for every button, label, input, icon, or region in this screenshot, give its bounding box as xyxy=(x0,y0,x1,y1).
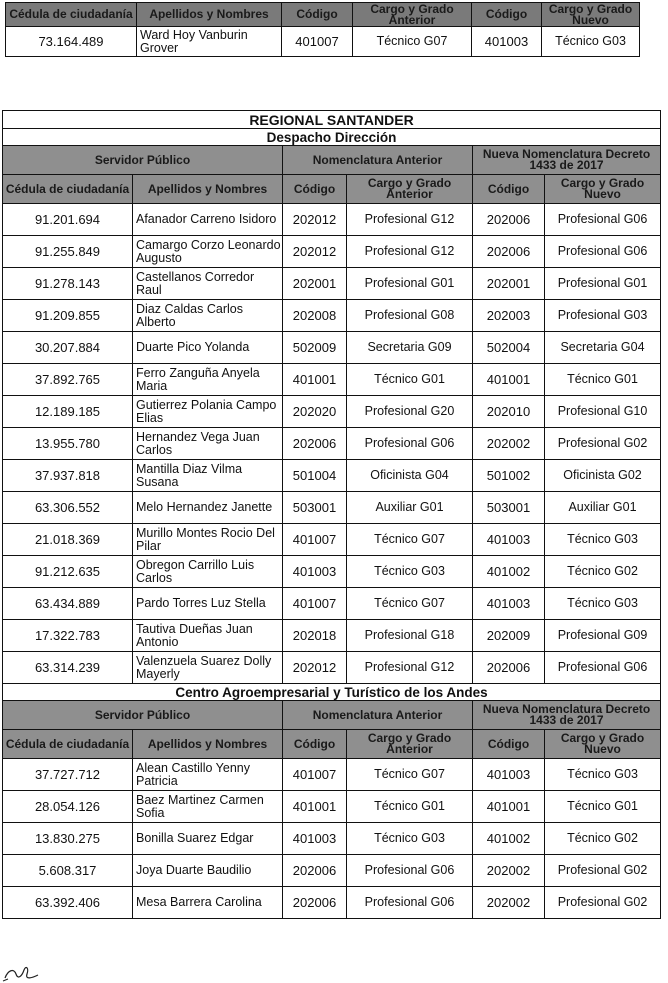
group-header-anterior: Nomenclatura Anterior xyxy=(283,701,473,730)
cedula-cell: 37.727.712 xyxy=(3,759,133,791)
cargo-anterior-cell: Profesional G20 xyxy=(347,396,473,428)
codigo-nuevo-cell: 202006 xyxy=(473,204,545,236)
cargo-anterior-cell: Técnico G07 xyxy=(347,588,473,620)
group-header-nueva: Nueva Nomenclatura Decreto 1433 de 2017 xyxy=(473,146,661,175)
nombre-cell: Pardo Torres Luz Stella xyxy=(133,588,283,620)
codigo-anterior-cell: 502009 xyxy=(283,332,347,364)
cargo-nuevo-cell: Profesional G02 xyxy=(545,428,661,460)
cedula-cell: 12.189.185 xyxy=(3,396,133,428)
group-header-nueva: Nueva Nomenclatura Decreto 1433 de 2017 xyxy=(473,701,661,730)
cargo-anterior-cell: Profesional G12 xyxy=(347,652,473,684)
header-cedula: Cédula de ciudadanía xyxy=(3,730,133,759)
cargo-anterior-cell: Profesional G12 xyxy=(347,204,473,236)
cedula-cell: 91.209.855 xyxy=(3,300,133,332)
codigo-nuevo-cell: 401001 xyxy=(473,364,545,396)
codigo-nuevo-cell: 202003 xyxy=(473,300,545,332)
cedula-cell: 91.201.694 xyxy=(3,204,133,236)
table-row xyxy=(3,620,661,652)
codigo-nuevo-cell: 501002 xyxy=(473,460,545,492)
codigo-nuevo-cell: 401003 xyxy=(472,27,542,57)
cargo-nuevo-cell: Técnico G01 xyxy=(545,791,661,823)
cargo-nuevo-cell: Profesional G06 xyxy=(545,204,661,236)
codigo-nuevo-cell: 202009 xyxy=(473,620,545,652)
table-row xyxy=(3,492,661,524)
section-header-row xyxy=(3,684,661,701)
codigo-anterior-cell: 401003 xyxy=(283,556,347,588)
cedula-cell: 63.306.552 xyxy=(3,492,133,524)
table-row xyxy=(3,300,661,332)
header-codigo: Código xyxy=(283,730,347,759)
codigo-nuevo-cell: 202002 xyxy=(473,855,545,887)
codigo-anterior-cell: 202018 xyxy=(283,620,347,652)
header-cargo-nuevo: Cargo y Grado Nuevo xyxy=(542,3,640,27)
nombre-cell: Gutierrez Polania Campo Elias xyxy=(133,396,283,428)
nombre-cell: Diaz Caldas Carlos Alberto xyxy=(133,300,283,332)
group-header-servidor: Servidor Público xyxy=(3,701,283,730)
codigo-nuevo-cell: 202010 xyxy=(473,396,545,428)
codigo-nuevo-cell: 401002 xyxy=(473,556,545,588)
codigo-anterior-cell: 202006 xyxy=(283,428,347,460)
codigo-anterior-cell: 202012 xyxy=(283,236,347,268)
cargo-anterior-cell: Secretaria G09 xyxy=(347,332,473,364)
cargo-anterior-cell: Profesional G01 xyxy=(347,268,473,300)
cargo-anterior-cell: Profesional G06 xyxy=(347,428,473,460)
codigo-anterior-cell: 202020 xyxy=(283,396,347,428)
top-table xyxy=(5,2,640,57)
cargo-nuevo-cell: Profesional G09 xyxy=(545,620,661,652)
codigo-anterior-cell: 401001 xyxy=(283,364,347,396)
codigo-nuevo-cell: 202006 xyxy=(473,652,545,684)
codigo-nuevo-cell: 202001 xyxy=(473,268,545,300)
codigo-nuevo-cell: 202002 xyxy=(473,428,545,460)
codigo-nuevo-cell: 202002 xyxy=(473,887,545,919)
table-row xyxy=(3,236,661,268)
cargo-nuevo-cell: Profesional G02 xyxy=(545,855,661,887)
header-codigo: Código xyxy=(473,175,545,204)
cargo-nuevo-cell: Oficinista G02 xyxy=(545,460,661,492)
codigo-anterior-cell: 202012 xyxy=(283,204,347,236)
cargo-nuevo-cell: Técnico G01 xyxy=(545,364,661,396)
regional-title: REGIONAL SANTANDER xyxy=(3,111,661,129)
codigo-anterior-cell: 401001 xyxy=(283,791,347,823)
cedula-cell: 13.955.780 xyxy=(3,428,133,460)
table-row xyxy=(3,791,661,823)
column-header-row xyxy=(3,175,661,204)
codigo-nuevo-cell: 401002 xyxy=(473,823,545,855)
table-row xyxy=(3,332,661,364)
nombre-cell: Baez Martinez Carmen Sofia xyxy=(133,791,283,823)
signature-mark xyxy=(2,962,42,983)
nombre-cell: Ferro Zanguña Anyela Maria xyxy=(133,364,283,396)
nombre-cell: Bonilla Suarez Edgar xyxy=(133,823,283,855)
table-row xyxy=(3,524,661,556)
codigo-anterior-cell: 202001 xyxy=(283,268,347,300)
table-row xyxy=(3,460,661,492)
cargo-nuevo-cell: Auxiliar G01 xyxy=(545,492,661,524)
header-codigo: Código xyxy=(472,3,542,27)
cedula-cell: 5.608.317 xyxy=(3,855,133,887)
cargo-anterior-cell: Profesional G06 xyxy=(347,887,473,919)
table-row xyxy=(3,428,661,460)
header-row xyxy=(6,3,640,27)
nombre-cell: Obregon Carrillo Luis Carlos xyxy=(133,556,283,588)
cargo-nuevo-cell: Técnico G02 xyxy=(545,556,661,588)
codigo-anterior-cell: 202008 xyxy=(283,300,347,332)
cargo-anterior-cell: Oficinista G04 xyxy=(347,460,473,492)
cargo-nuevo-cell: Técnico G03 xyxy=(542,27,640,57)
header-codigo: Código xyxy=(283,175,347,204)
cedula-cell: 91.212.635 xyxy=(3,556,133,588)
codigo-anterior-cell: 401003 xyxy=(283,823,347,855)
table-row xyxy=(3,588,661,620)
cargo-anterior-cell: Técnico G07 xyxy=(347,524,473,556)
table-row xyxy=(3,759,661,791)
codigo-anterior-cell: 401007 xyxy=(283,588,347,620)
codigo-anterior-cell: 401007 xyxy=(283,524,347,556)
header-nombre: Apellidos y Nombres xyxy=(137,3,282,27)
nombre-cell: Melo Hernandez Janette xyxy=(133,492,283,524)
cedula-cell: 28.054.126 xyxy=(3,791,133,823)
table-row xyxy=(3,652,661,684)
cargo-anterior-cell: Técnico G03 xyxy=(347,556,473,588)
codigo-nuevo-cell: 401003 xyxy=(473,759,545,791)
cargo-nuevo-cell: Secretaria G04 xyxy=(545,332,661,364)
codigo-nuevo-cell: 202006 xyxy=(473,236,545,268)
nombre-cell: Camargo Corzo Leonardo Augusto xyxy=(133,236,283,268)
cargo-nuevo-cell: Técnico G02 xyxy=(545,823,661,855)
cargo-nuevo-cell: Profesional G06 xyxy=(545,652,661,684)
nombre-cell: Ward Hoy Vanburin Grover xyxy=(137,27,282,57)
cargo-anterior-cell: Auxiliar G01 xyxy=(347,492,473,524)
codigo-anterior-cell: 401007 xyxy=(282,27,353,57)
header-cargo-anterior: Cargo y Grado Anterior xyxy=(353,3,472,27)
cargo-anterior-cell: Técnico G01 xyxy=(347,791,473,823)
nombre-cell: Joya Duarte Baudilio xyxy=(133,855,283,887)
table-row xyxy=(3,556,661,588)
header-nombre: Apellidos y Nombres xyxy=(133,730,283,759)
table-row xyxy=(3,364,661,396)
cedula-cell: 30.207.884 xyxy=(3,332,133,364)
group-header-servidor: Servidor Público xyxy=(3,146,283,175)
nombre-cell: Hernandez Vega Juan Carlos xyxy=(133,428,283,460)
nombre-cell: Tautiva Dueñas Juan Antonio xyxy=(133,620,283,652)
nombre-cell: Valenzuela Suarez Dolly Mayerly xyxy=(133,652,283,684)
codigo-anterior-cell: 202006 xyxy=(283,887,347,919)
nombre-cell: Duarte Pico Yolanda xyxy=(133,332,283,364)
cargo-nuevo-cell: Técnico G03 xyxy=(545,759,661,791)
cedula-cell: 37.937.818 xyxy=(3,460,133,492)
cargo-nuevo-cell: Técnico G03 xyxy=(545,524,661,556)
codigo-anterior-cell: 503001 xyxy=(283,492,347,524)
codigo-nuevo-cell: 401003 xyxy=(473,524,545,556)
cargo-anterior-cell: Técnico G07 xyxy=(347,759,473,791)
nombre-cell: Murillo Montes Rocio Del Pilar xyxy=(133,524,283,556)
cedula-cell: 73.164.489 xyxy=(6,27,137,57)
header-cargo-anterior: Cargo y Grado Anterior xyxy=(347,730,473,759)
nombre-cell: Afanador Carreno Isidoro xyxy=(133,204,283,236)
cedula-cell: 63.314.239 xyxy=(3,652,133,684)
cargo-anterior-cell: Técnico G03 xyxy=(347,823,473,855)
table-row xyxy=(3,823,661,855)
cedula-cell: 91.255.849 xyxy=(3,236,133,268)
group-header-row xyxy=(3,701,661,730)
regional-table xyxy=(2,110,661,919)
cedula-cell: 21.018.369 xyxy=(3,524,133,556)
section-header-row xyxy=(3,129,661,146)
codigo-nuevo-cell: 503001 xyxy=(473,492,545,524)
table-row xyxy=(3,268,661,300)
cedula-cell: 63.392.406 xyxy=(3,887,133,919)
header-cargo-nuevo: Cargo y Grado Nuevo xyxy=(545,175,661,204)
cedula-cell: 91.278.143 xyxy=(3,268,133,300)
codigo-anterior-cell: 202006 xyxy=(283,855,347,887)
codigo-anterior-cell: 501004 xyxy=(283,460,347,492)
cedula-cell: 37.892.765 xyxy=(3,364,133,396)
header-nombre: Apellidos y Nombres xyxy=(133,175,283,204)
cargo-nuevo-cell: Técnico G03 xyxy=(545,588,661,620)
cargo-nuevo-cell: Profesional G01 xyxy=(545,268,661,300)
cargo-anterior-cell: Profesional G18 xyxy=(347,620,473,652)
section-title: Despacho Dirección xyxy=(3,129,661,146)
table-row xyxy=(3,396,661,428)
group-header-row xyxy=(3,146,661,175)
table-row xyxy=(3,887,661,919)
column-header-row xyxy=(3,730,661,759)
header-codigo: Código xyxy=(473,730,545,759)
table-row xyxy=(6,27,640,57)
codigo-nuevo-cell: 401001 xyxy=(473,791,545,823)
table-row xyxy=(3,855,661,887)
cargo-anterior-cell: Profesional G06 xyxy=(347,855,473,887)
section-title: Centro Agroempresarial y Turístico de los Andes xyxy=(3,684,661,701)
cargo-nuevo-cell: Profesional G03 xyxy=(545,300,661,332)
cargo-anterior-cell: Profesional G12 xyxy=(347,236,473,268)
codigo-nuevo-cell: 502004 xyxy=(473,332,545,364)
nombre-cell: Castellanos Corredor Raul xyxy=(133,268,283,300)
cargo-anterior-cell: Técnico G01 xyxy=(347,364,473,396)
regional-table-body xyxy=(3,111,661,919)
header-cargo-nuevo: Cargo y Grado Nuevo xyxy=(545,730,661,759)
cedula-cell: 17.322.783 xyxy=(3,620,133,652)
nombre-cell: Mesa Barrera Carolina xyxy=(133,887,283,919)
header-cedula: Cédula de ciudadanía xyxy=(3,175,133,204)
cargo-anterior-cell: Técnico G07 xyxy=(353,27,472,57)
cargo-nuevo-cell: Profesional G10 xyxy=(545,396,661,428)
codigo-anterior-cell: 202012 xyxy=(283,652,347,684)
nombre-cell: Mantilla Diaz Vilma Susana xyxy=(133,460,283,492)
nombre-cell: Alean Castillo Yenny Patricia xyxy=(133,759,283,791)
table-row xyxy=(3,204,661,236)
cargo-nuevo-cell: Profesional G02 xyxy=(545,887,661,919)
codigo-nuevo-cell: 401003 xyxy=(473,588,545,620)
header-codigo: Código xyxy=(282,3,353,27)
header-cargo-anterior: Cargo y Grado Anterior xyxy=(347,175,473,204)
group-header-anterior: Nomenclatura Anterior xyxy=(283,146,473,175)
header-cedula: Cédula de ciudadanía xyxy=(6,3,137,27)
cedula-cell: 13.830.275 xyxy=(3,823,133,855)
cedula-cell: 63.434.889 xyxy=(3,588,133,620)
cargo-nuevo-cell: Profesional G06 xyxy=(545,236,661,268)
cargo-anterior-cell: Profesional G08 xyxy=(347,300,473,332)
codigo-anterior-cell: 401007 xyxy=(283,759,347,791)
